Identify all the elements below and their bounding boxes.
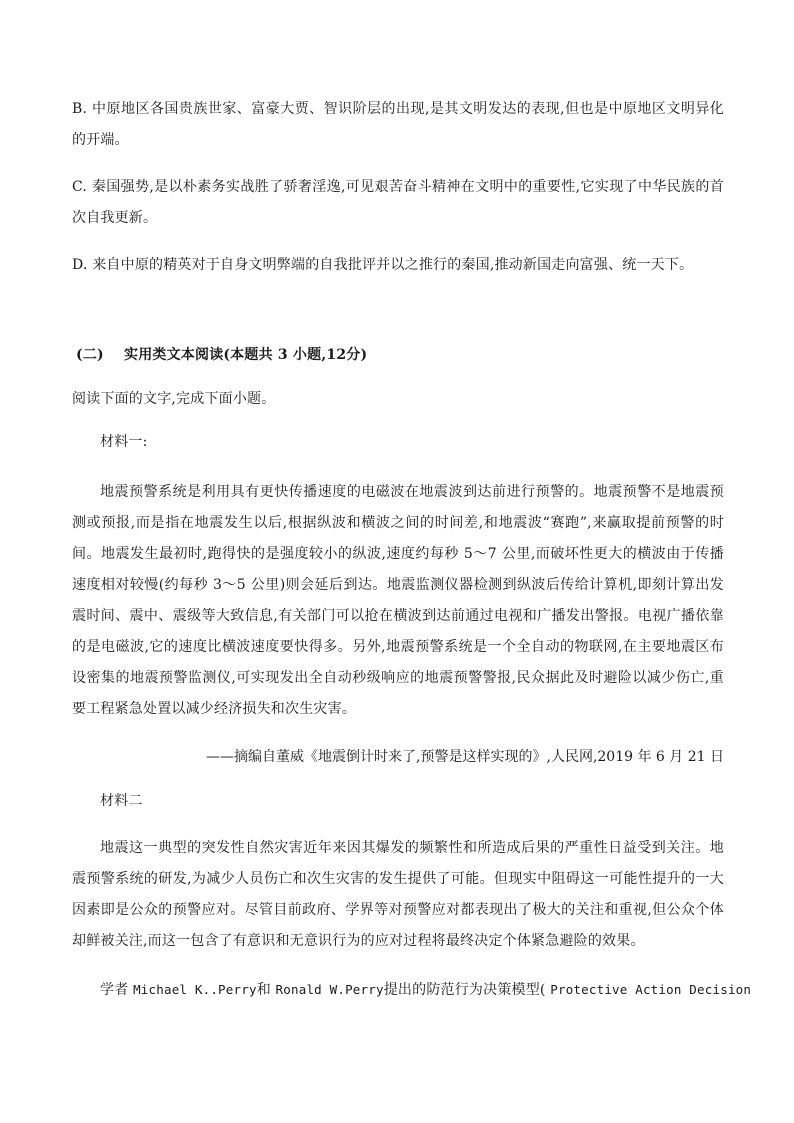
option-d: D. 来自中原的精英对于自身文明弊端的自我批评并以之推行的秦国,推动新国走向富强、统一天下。 (72, 257, 694, 273)
material1-attribution: ——摘编自董威《地震倒计时来了,预警是这样实现的》,人民网,2019 年 6 月 21 日 (206, 749, 724, 765)
section-heading (72, 340, 724, 371)
section-instruction: 阅读下面的文字,完成下面小题。 (72, 391, 276, 407)
section-number: (二) (76, 347, 104, 363)
material2-last-line (72, 974, 752, 1006)
model-name: Protective Action Decision (550, 982, 752, 997)
scholar-prefix: 学者 (100, 982, 129, 998)
conjunction: 和 (256, 982, 271, 998)
document-page (72, 0, 752, 1123)
section-title: 实用类文本阅读(本题共 3 小题,12分) (124, 347, 368, 363)
scholar-name-1: Michael K..Perry (133, 982, 257, 997)
material1-label: 材料一: (100, 434, 148, 450)
material2-body: 地震这一典型的突发性自然灾害近年来因其爆发的频繁性和所造成后果的严重性日益受到关注。地震预警系统的研发,为减少人员伤亡和次生灾害的发生提供了可能。但现实中阻碍这一可能性提升的一大因素即是公众的预警应对。尽管目前政府、学界等对预警应对都表现出了极大的关注和重视,但公众个体却鲜被关注,而这一包含了有意识和无意识行为的应对过程将最终决定个体紧急避险的效果。 (72, 840, 724, 949)
option-c: C. 秦国强势,是以朴素务实战胜了骄奢淫逸,可见艰苦奋斗精神在文明中的重要性,它实现了中华民族的首次自我更新。 (72, 179, 724, 226)
model-intro: 提出的防范行为决策模型( (383, 982, 546, 998)
material2-label: 材料二 (100, 793, 143, 809)
option-b: B. 中原地区各国贵族世家、富豪大贾、智识阶层的出现,是其文明发达的表现,但也是中原地区文明异化的开端。 (72, 101, 724, 148)
material1-body: 地震预警系统是利用具有更快传播速度的电磁波在地震波到达前进行预警的。地震预警不是地震预测或预报,而是指在地震发生以后,根据纵波和横波之间的时间差,和地震波“赛跑”,来赢取提前预警的时间。地震发生最初时,跑得快的是强度较小的纵波,速度约每秒 5～7 公里,而破坏性更大的横波由于传播速度相对较慢(约每秒 3～5 公里)则会延后到达。地震监测仪器检测到纵波后传给计算机,即刻计算出发震时间、震中、震级等大致信息,有关部门可以抢在横波到达前通过电视和广播发出警报。电视广播依靠的是电磁波,它的速度比横波速度要快得多。另外,地震预警系统是一个全自动的物联网,在主要地震区布设密集的地震预警监测仪,可实现发出全自动秒级响应的地震预警警报,民众据此及时避险以减少伤亡,重要工程紧急处置以减少经济损失和次生灾害。 (72, 484, 724, 717)
scholar-name-2: Ronald W.Perry (275, 982, 384, 997)
